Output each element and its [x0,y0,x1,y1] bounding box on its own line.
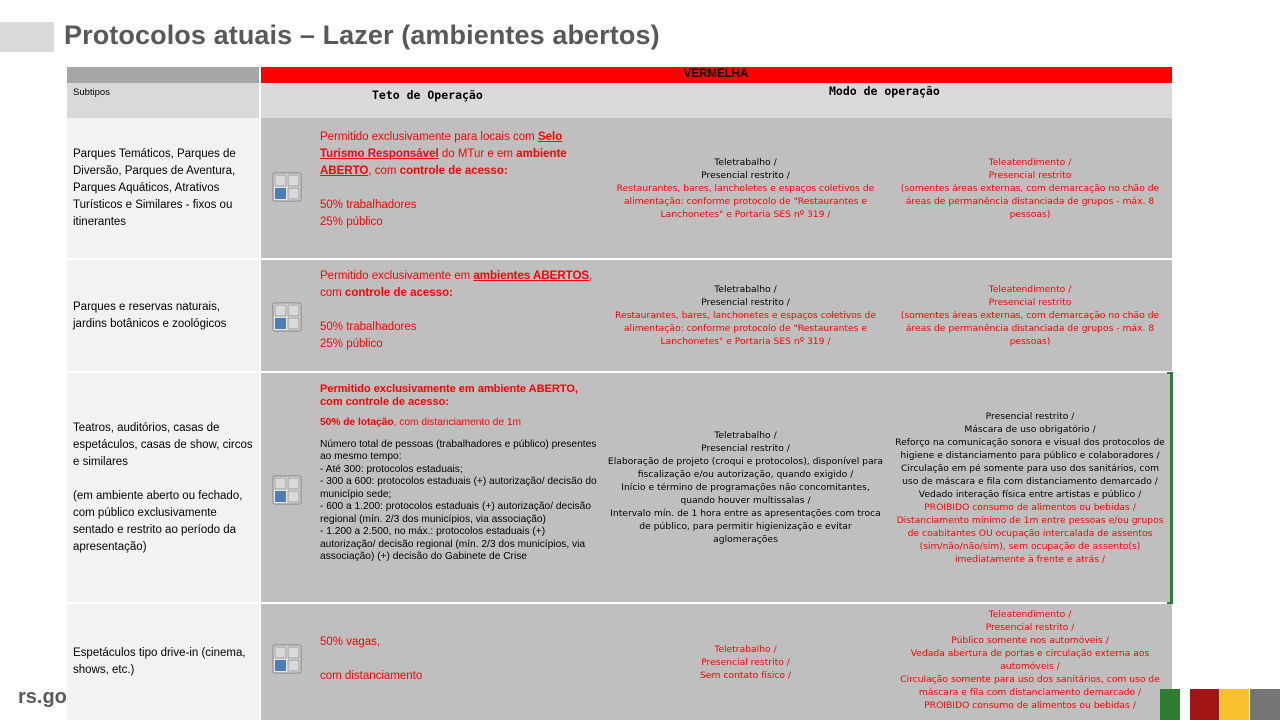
row-teto: Permitido exclusivamente para locais com Selo Turismo Responsável do MTur e em ambiente ABERTO, com controle de acesso: 50% trabalhadores 25% público [260,118,603,258]
row-subtipo: Espetáculos tipo drive-in (cinema, shows, etc.) [67,604,260,720]
band-vermelha: VERMELHA [260,67,1172,83]
selection-bracket-top [1167,372,1173,374]
row-modo-2: Presencial restrito / Máscara de uso obrigatório / Reforço na comunicação sonora e visual dos protocolos de higiene e distanciamento para público e colaboradores / Circulação em pé somente para uso dos sanitários, com uso de máscara e fila com distanciamento demarcado / Vedado interação física entre artistas e público / PROIBIDO consumo de alimentos ou bebidas / Distanciamento mínimo de 1m entre pessoas e/ou grupos de coabitantes OU ocupação intercalada de assentos (sim/não/não/sim), sem ocupação de assento(s) imediatamente à frente e atrás / [888,373,1172,602]
row-teto: Permitido exclusivamente em ambiente ABERTO, com controle de acesso: 50% de lotação, com distanciamento de 1m Número total de pessoas (trabalhadores e público) presentes ao mesmo tempo: - Até 300: protocolos estaduais; - 300 a 600: protocolos estaduais (+) autorização/ decisão do município sede; - 600 a 1.200: protocolos estaduais (+) autorização/ decisão regional (mín. 2/3 dos municípios, via associação) - 1.200 a 2.500, no máx.: protocolos estaduais (+) autorização/ decisão regional (mín. 2/3 dos municípios, via associação) (+) decisão do Gabinete de Crise [260,373,603,602]
page-title: Protocolos atuais – Lazer (ambientes abertos) [64,20,660,50]
row-subtipo: Parques Temáticos, Parques de Diversão, Parques de Aventura, Parques Aquáticos, Atrativos Turísticos e Similares - fixos ou itinerantes [67,118,260,258]
row-modo-1: Teletrabalho / Presencial restrito / Restaurantes, bares, lancholetes e espaços coletivos de alimentação: conforme protocolo de "Restaurantes e Lanchonetes" e Portaria SES nº 319 / [603,118,888,258]
row-subtipo: Parques e reservas naturais, jardins botânicos e zoológicos [67,260,260,371]
header-modo: Modo de operação [603,83,1172,118]
flag-stripe-red [1190,689,1219,720]
header-subtipos: Subtipos [67,83,260,118]
protocol-table [67,67,1172,720]
row-modo-2: Teleatendimento / Presencial restrito (somentes áreas externas, com demarcação no chão de áreas de permanência distanciada de grupos - máx. 8 pessoas) [888,260,1172,371]
row-teto: Permitido exclusivamente em ambientes ABERTOS, com controle de acesso: 50% trabalhadores 25% público [260,260,603,371]
row-modo-1: Teletrabalho / Presencial restrito / Elaboração de projeto (croqui e protocolos), disponível para fiscalização e/ou autorização, quando exigido / Início e término de programações não concomitantes, quando houver multissalas / Intervalo mín. de 1 hora entre as apresentações com troca de público, para permitir higienização e evitar aglomerações [603,373,888,602]
header-teto: Teto de Operação [260,83,603,118]
flag-stripe-gray [1250,689,1280,720]
row-modo-1: Teletrabalho / Presencial restrito / Sem contato físico / [603,604,888,720]
row-modo-1: Teletrabalho / Presencial restrito / Restaurantes, bares, lanchonetes e espaços coletivos de alimentação: conforme protocolo de "Restaurantes e Lanchonetes" e Portaria SES nº 319 / [603,260,888,371]
column-separator [259,67,261,720]
title-accent-bar [0,22,54,52]
footer-brand: rs.go [18,686,67,708]
selection-bracket-bottom [1167,602,1173,604]
row-modo-2: Teleatendimento / Presencial restrito / Público somente nos automóveis / Vedada abertura de portas e circulação externa aos automóveis / Circulação somente para uso dos sanitários, com uso de máscara e fila com distanciamento demarcado / PROIBIDO consumo de alimentos ou bebidas / [888,604,1172,720]
window-grid-icon [272,644,302,674]
window-grid-icon [272,302,302,332]
row-teto: 50% vagas, com distanciamento [260,604,603,720]
flag-stripe-yellow [1220,689,1249,720]
window-grid-icon [272,475,302,505]
header-left-strip [67,67,260,83]
window-grid-icon [272,172,302,202]
row-modo-2: Teleatendimento / Presencial restrito (somentes áreas externas, com demarcação no chão de áreas de permanência distanciada de grupos - máx. 8 pessoas) [888,118,1172,258]
row-subtipo: Teatros, auditórios, casas de espetáculos, casas de show, circos e similares (em ambiente aberto ou fechado, com público exclusivamente sentado e restrito ao período da apresentação) [67,373,260,602]
selection-bracket [1170,372,1173,604]
flag-stripe-green [1160,689,1180,720]
